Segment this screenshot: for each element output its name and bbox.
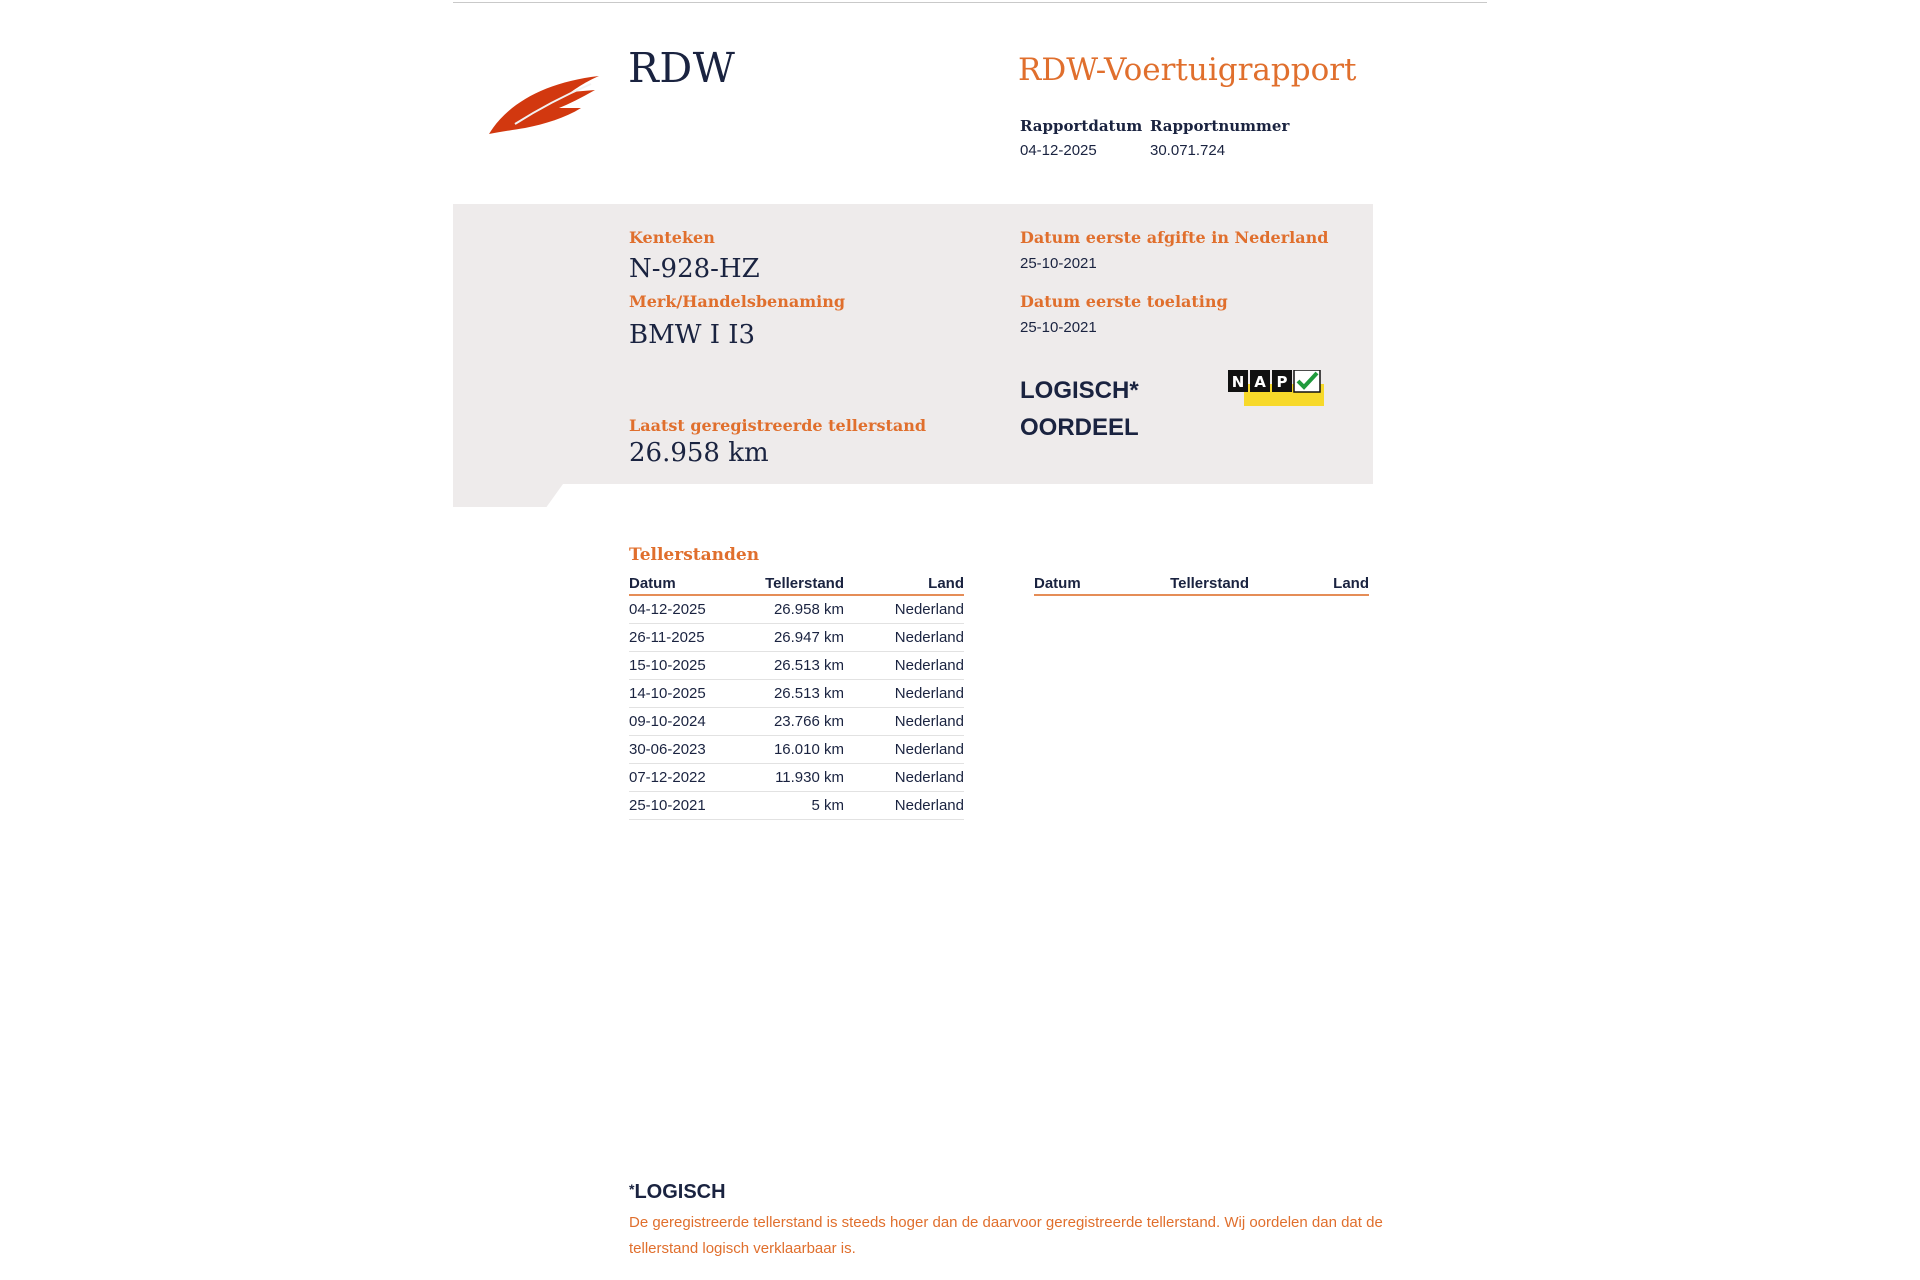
footnote-text: De geregistreerde tellerstand is steeds hoger dan de daarvoor geregistreerde tellerstand. Wij oordelen dan dat de tellerstand logisch verklaarbaar is. xyxy=(629,1214,1383,1257)
row-odometer: 23.766 km xyxy=(773,713,844,730)
table-row xyxy=(629,596,964,624)
footnote-title-text: LOGISCH xyxy=(634,1181,726,1203)
plate-label: Kenteken xyxy=(629,228,715,247)
readings-table xyxy=(629,572,964,820)
row-odometer: 26.958 km xyxy=(773,601,844,618)
table-row xyxy=(629,624,964,652)
verdict-line-2: OORDEEL xyxy=(1020,414,1139,441)
column-date: Datum xyxy=(629,575,676,592)
row-date: 04-12-2025 xyxy=(629,601,706,618)
row-date: 15-10-2025 xyxy=(629,657,706,674)
row-country: Nederland xyxy=(894,713,964,730)
row-country: Nederland xyxy=(894,685,964,702)
row-date: 09-10-2024 xyxy=(629,713,706,730)
row-date: 30-06-2023 xyxy=(629,741,706,758)
row-country: Nederland xyxy=(894,769,964,786)
column-country: Land xyxy=(1333,575,1369,592)
first-issue-nl-label: Datum eerste afgifte in Nederland xyxy=(1020,228,1329,247)
row-odometer: 26.513 km xyxy=(773,657,844,674)
row-odometer: 11.930 km xyxy=(775,769,844,786)
first-admission-label: Datum eerste toelating xyxy=(1020,292,1228,311)
readings-table-header xyxy=(629,572,964,596)
row-date: 07-12-2022 xyxy=(629,769,706,786)
rdw-feather-logo-icon xyxy=(485,70,610,140)
row-date: 25-10-2021 xyxy=(629,797,706,814)
table-row xyxy=(629,764,964,792)
odometer-label: Laatst geregistreerde tellerstand xyxy=(629,416,927,435)
table-row xyxy=(629,680,964,708)
first-issue-nl-value: 25-10-2021 xyxy=(1020,255,1097,272)
footnote-title xyxy=(629,1181,726,1204)
top-divider xyxy=(453,2,1487,3)
column-odometer: Tellerstand xyxy=(1170,575,1249,592)
odometer-value: 26.958 km xyxy=(629,438,769,468)
table-row xyxy=(629,792,964,820)
first-admission-value: 25-10-2021 xyxy=(1020,319,1097,336)
readings-title: Tellerstanden xyxy=(629,545,760,565)
row-odometer: 16.010 km xyxy=(773,741,844,758)
plate-number: N-928-HZ xyxy=(629,254,760,284)
row-odometer: 26.513 km xyxy=(773,685,844,702)
column-date: Datum xyxy=(1034,575,1081,592)
make-label: Merk/Handelsbenaming xyxy=(629,292,846,311)
brand-name: RDW xyxy=(628,44,736,92)
report-date-label: Rapportdatum xyxy=(1020,117,1143,135)
column-country: Land xyxy=(928,575,964,592)
report-number: 30.071.724 xyxy=(1150,142,1226,159)
nap-letter-n: N xyxy=(1231,373,1245,391)
table-row xyxy=(629,736,964,764)
verdict xyxy=(1020,372,1139,446)
nap-check-logo-icon xyxy=(1228,370,1324,406)
footnote-star: * xyxy=(629,1181,635,1197)
make-value: BMW I I3 xyxy=(629,320,756,350)
table-row xyxy=(629,652,964,680)
report-number-label: Rapportnummer xyxy=(1150,117,1290,135)
report-title: RDW-Voertuigrapport xyxy=(1018,52,1357,88)
row-country: Nederland xyxy=(894,629,964,646)
nap-letter-a: A xyxy=(1254,373,1266,391)
row-country: Nederland xyxy=(894,657,964,674)
table-row xyxy=(629,708,964,736)
row-date: 14-10-2025 xyxy=(629,685,706,702)
row-date: 26-11-2025 xyxy=(629,629,705,646)
row-odometer: 5 km xyxy=(811,797,844,814)
column-odometer: Tellerstand xyxy=(765,575,844,592)
verdict-line-1: LOGISCH* xyxy=(1020,377,1139,404)
row-country: Nederland xyxy=(894,601,964,618)
row-country: Nederland xyxy=(894,741,964,758)
row-country: Nederland xyxy=(894,797,964,814)
row-odometer: 26.947 km xyxy=(773,629,844,646)
panel-tab xyxy=(453,484,563,507)
readings-table-header xyxy=(1034,572,1369,596)
readings-table-continued xyxy=(1034,572,1369,596)
report-date: 04-12-2025 xyxy=(1020,142,1097,159)
nap-letter-p: P xyxy=(1276,373,1288,391)
